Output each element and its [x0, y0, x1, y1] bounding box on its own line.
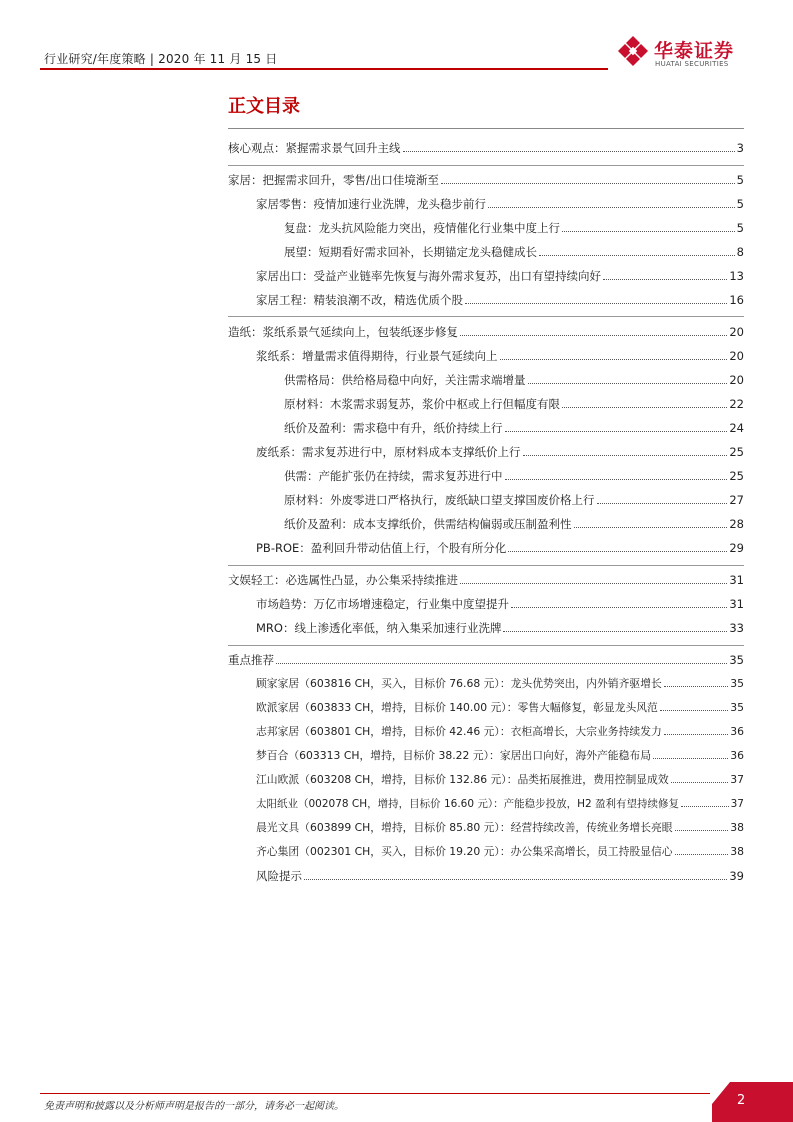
header-breadcrumb: 行业研究/年度策略 | 2020 年 11 月 15 日 [44, 52, 278, 66]
company-logo [618, 36, 758, 70]
toc-entry-title: 志邦家居（603801 CH，增持，目标价 42.46 元）：衣柜高增长，大宗业务持续发力 [256, 725, 662, 738]
section-divider [228, 316, 744, 317]
toc-entry-title: MRO：线上渗透化率低，纳入集采加速行业洗牌 [256, 621, 502, 635]
toc-entry-level1[interactable] [228, 139, 744, 157]
toc-leader-dots [653, 758, 728, 759]
toc-entry-title: 梦百合（603313 CH，增持，目标价 38.22 元）：家居出口向好，海外产能稳布局 [256, 749, 651, 762]
toc-entry-title: 供需格局：供给格局稳中向好，关注需求端增量 [284, 373, 526, 387]
toc-leader-dots [503, 631, 727, 632]
toc-entry-level2[interactable] [256, 699, 744, 717]
footer-disclaimer: 免责声明和披露以及分析师声明是报告的一部分，请务必一起阅读。 [44, 1101, 344, 1112]
toc-entry-level2[interactable] [256, 443, 744, 461]
toc-entry-level2[interactable] [256, 619, 744, 637]
toc-entry-title: 重点推荐 [228, 653, 274, 667]
toc-entry-level2[interactable] [256, 291, 744, 309]
toc-entry-level2[interactable] [256, 867, 744, 885]
toc-entry-title: 供需：产能扩张仍在持续，需求复苏进行中 [284, 469, 503, 483]
toc-leader-dots [562, 231, 735, 232]
toc-entry-title: 齐心集团（002301 CH，买入，目标价 19.20 元）：办公集采高增长，员工持股显信心 [256, 845, 673, 858]
toc-leader-dots [528, 383, 728, 384]
toc-entry-level2[interactable] [256, 539, 744, 557]
toc-page-number: 36 [730, 749, 744, 762]
toc-entry-level3[interactable] [284, 419, 744, 437]
toc-entry-level2[interactable] [256, 795, 744, 813]
toc-leader-dots [562, 407, 727, 408]
section-divider [228, 645, 744, 646]
toc-entry-title: 市场趋势：万亿市场增速稳定，行业集中度望提升 [256, 597, 509, 611]
toc-entry-title: 欧派家居（603833 CH，增持，目标价 140.00 元）：零售大幅修复，彰显龙头风范 [256, 701, 658, 714]
toc-entry-level2[interactable] [256, 267, 744, 285]
toc-leader-dots [664, 686, 728, 687]
toc-entry-level1[interactable] [228, 171, 744, 189]
toc-leader-dots [523, 455, 728, 456]
toc-leader-dots [539, 255, 735, 256]
toc-entry-title: 纸价及盈利：成本支撑纸价，供需结构偏弱或压制盈利性 [284, 517, 572, 531]
toc-entry-level3[interactable] [284, 515, 744, 533]
toc-page-number: 20 [729, 349, 744, 363]
section-divider [228, 165, 744, 166]
toc-page-number: 5 [736, 197, 744, 211]
toc-page-number: 38 [730, 845, 744, 858]
toc-leader-dots [500, 359, 728, 360]
toc-entry-level2[interactable] [256, 595, 744, 613]
toc-entry-title: 复盘：龙头抗风险能力突出，疫情催化行业集中度上行 [284, 221, 560, 235]
toc-leader-dots [603, 279, 727, 280]
toc-entry-title: 核心观点：紧握需求景气回升主线 [228, 141, 401, 155]
toc-leader-dots [675, 830, 729, 831]
toc-entry-level2[interactable] [256, 723, 744, 741]
toc-leader-dots [460, 583, 727, 584]
toc-entry-level2[interactable] [256, 819, 744, 837]
toc-leader-dots [441, 183, 735, 184]
toc-leader-dots [675, 854, 729, 855]
logo-text-cn: 华泰证券 [654, 40, 735, 62]
toc-leader-dots [505, 431, 728, 432]
toc-page-number: 20 [729, 373, 744, 387]
toc-leader-dots [505, 479, 728, 480]
toc-page-number: 35 [729, 653, 744, 667]
toc-leader-dots [671, 782, 729, 783]
toc-leader-dots [276, 663, 727, 664]
section-divider [228, 565, 744, 566]
toc-page-number: 36 [730, 725, 744, 738]
toc-page-number: 37 [730, 773, 744, 786]
toc-entry-title: 文娱轻工：必选属性凸显，办公集采持续推进 [228, 573, 458, 587]
toc-entry-level1[interactable] [228, 651, 744, 669]
toc-page-number: 28 [729, 517, 744, 531]
toc-page-number: 27 [729, 493, 744, 507]
toc-page-number: 25 [729, 469, 744, 483]
toc-page-number: 5 [736, 221, 744, 235]
toc-page-number: 35 [730, 701, 744, 714]
toc-page-number: 5 [736, 173, 744, 187]
toc-leader-dots [508, 551, 727, 552]
footer-divider [40, 1093, 710, 1094]
toc-page-number: 8 [736, 245, 744, 259]
toc-entry-title: 原材料：木浆需求弱复苏，浆价中枢或上行但幅度有限 [284, 397, 560, 411]
toc-page-number: 13 [729, 269, 744, 283]
toc-leader-dots [465, 303, 727, 304]
toc-entry-level3[interactable] [284, 243, 744, 261]
toc-page-number: 38 [730, 821, 744, 834]
toc-page-number: 22 [729, 397, 744, 411]
toc-entry-title: PB-ROE：盈利回升带动估值上行，个股有所分化 [256, 541, 507, 555]
toc-leader-dots [681, 806, 729, 807]
logo-text-en: HUATAI SECURITIES [655, 60, 729, 68]
toc-entry-title: 家居工程：精装浪潮不改，精选优质个股 [256, 293, 463, 307]
toc-entry-level1[interactable] [228, 571, 744, 589]
toc-leader-dots [488, 207, 735, 208]
toc-leader-dots [304, 879, 727, 880]
toc-entry-title: 废纸系：需求复苏进行中，原材料成本支撑纸价上行 [256, 445, 521, 459]
header-divider [40, 68, 608, 70]
toc-page-number: 37 [730, 798, 744, 810]
toc-entry-title: 风险提示 [256, 869, 302, 883]
toc-entry-level2[interactable] [256, 675, 744, 693]
toc-entry-title: 太阳纸业（002078 CH，增持，目标价 16.60 元）：产能稳步投放，H2 盈利有望持续修复 [256, 798, 680, 810]
toc-page-number: 39 [729, 869, 744, 883]
toc-entry-level2[interactable] [256, 195, 744, 213]
toc-leader-dots [403, 151, 735, 152]
toc-entry-level1[interactable] [228, 323, 744, 341]
toc-page-number: 31 [729, 597, 744, 611]
toc-leader-dots [664, 734, 728, 735]
toc-entry-title: 顾家家居（603816 CH，买入，目标价 76.68 元）：龙头优势突出，内外销齐驱增长 [256, 677, 662, 690]
toc-entry-level2[interactable] [256, 843, 744, 861]
toc-entry-level3[interactable] [284, 395, 744, 413]
toc-page-number: 3 [736, 141, 744, 155]
toc-leader-dots [574, 527, 728, 528]
toc-page-number: 31 [729, 573, 744, 587]
toc-entry-title: 浆纸系：增量需求值得期待，行业景气延续向上 [256, 349, 498, 363]
page-number-badge [712, 1082, 793, 1122]
title-divider [228, 128, 744, 129]
toc-entry-level2[interactable] [256, 747, 744, 765]
page-title: 正文目录 [228, 96, 300, 117]
toc-page-number: 33 [729, 621, 744, 635]
toc-leader-dots [511, 607, 727, 608]
toc-leader-dots [660, 710, 728, 711]
toc-entry-title: 江山欧派（603208 CH，增持，目标价 132.86 元）：品类拓展推进，费用控制显成效 [256, 773, 669, 786]
toc-entry-title: 展望：短期看好需求回补，长期锚定龙头稳健成长 [284, 245, 537, 259]
toc-page-number: 20 [729, 325, 744, 339]
toc-entry-title: 纸价及盈利：需求稳中有升，纸价持续上行 [284, 421, 503, 435]
toc-entry-level3[interactable] [284, 219, 744, 237]
toc-entry-level3[interactable] [284, 371, 744, 389]
toc-entry-level2[interactable] [256, 347, 744, 365]
toc-entry-title: 家居零售：疫情加速行业洗牌，龙头稳步前行 [256, 197, 486, 211]
toc-page-number: 16 [729, 293, 744, 307]
toc-leader-dots [597, 503, 728, 504]
toc-entry-title: 造纸：浆纸系景气延续向上，包装纸逐步修复 [228, 325, 458, 339]
toc-page-number: 29 [729, 541, 744, 555]
toc-entry-level2[interactable] [256, 771, 744, 789]
toc-entry-level3[interactable] [284, 467, 744, 485]
toc-page-number: 25 [729, 445, 744, 459]
toc-entry-title: 家居出口：受益产业链率先恢复与海外需求复苏，出口有望持续向好 [256, 269, 601, 283]
toc-page-number: 24 [729, 421, 744, 435]
toc-entry-title: 晨光文具（603899 CH，增持，目标价 85.80 元）：经营持续改善，传统业务增长亮眼 [256, 821, 673, 834]
toc-leader-dots [460, 335, 727, 336]
page-number: 2 [737, 1093, 746, 1108]
toc-page-number: 35 [730, 677, 744, 690]
toc-entry-title: 家居：把握需求回升，零售/出口佳境渐至 [228, 173, 439, 187]
toc-entry-title: 原材料：外废零进口严格执行，废纸缺口望支撑国废价格上行 [284, 493, 595, 507]
huatai-logo-icon [618, 36, 648, 66]
toc-entry-level3[interactable] [284, 491, 744, 509]
